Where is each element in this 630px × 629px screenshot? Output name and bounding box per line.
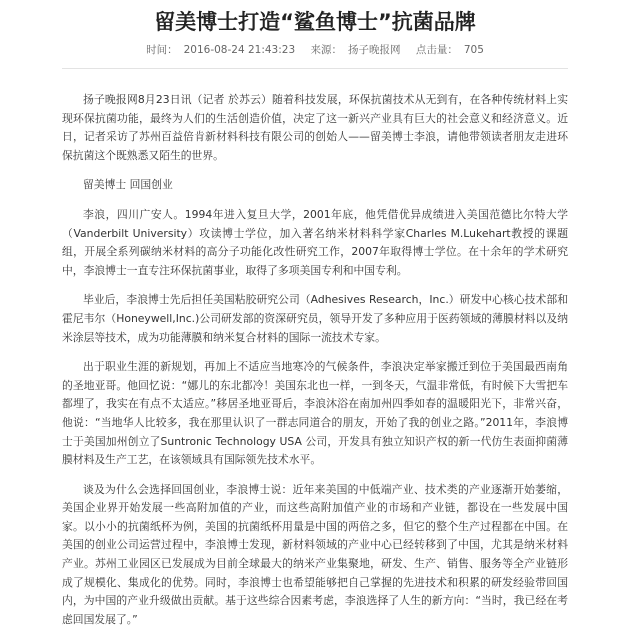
article-title: 留美博士打造“鲨鱼博士”抗菌品牌	[154, 10, 476, 34]
source-label: 来源：	[310, 44, 342, 56]
article-paragraph: 出于职业生涯的新规划，再加上不适应当地寒冷的气候条件，李浪决定举家搬迁到位于美国最西南角的圣地亚哥。他回忆说：“娜儿的东北都冷！美国东北也一样，一到冬天，气温非常低，有时候下大雪把车都埋了，我实在有点不太适应。”移居圣地亚哥后，李浪沐浴在南加州四季如春的温暖阳光下，非常兴奋，他说：“当地华人比较多，我在那里认识了一群志同道合的朋友，开始了我的创业之路。”2011年，李浪博士于美国加州创立了Suntronic Technology USA 公司，开发具有独立知识产权的新一代仿生表面抑菌薄膜材料及生产工艺，在该领域具有国际领先技术水平。	[62, 360, 568, 467]
article-page	[0, 8, 630, 626]
time-meta	[143, 44, 298, 56]
article-paragraph: 扬子晚报网8月23日讯（记者 於苏云）随着科技发展，环保抗菌技术从无到有，在各种传统材料上实现环保抗菌功能，最终为人们的生活创造价值，决定了这一新兴产业具有巨大的社会意义和经济意义。近日，记者采访了苏州百益倍肯新材料科技有限公司的创始人——留美博士李浪，请他带领读者朋友走进环保抗菌这个既熟悉又陌生的世界。	[62, 93, 568, 162]
clicks-value: 705	[463, 44, 484, 56]
source-meta	[307, 44, 403, 56]
time-label: 时间：	[146, 44, 178, 56]
section-heading: 留美博士 回国创业	[83, 178, 173, 192]
clicks-label: 点击量：	[415, 44, 458, 56]
article-paragraph: 毕业后，李浪博士先后担任美国粘胶研究公司（Adhesives Research，Inc.）研发中心核心技术部和霍尼韦尔（Honeywell,Inc.)公司研发部的资深研究员，领导开发了多种应用于医药领域的薄膜材料以及纳米涂层等技术，成为功能薄膜和纳米复合材料的国际一流技术专家。	[62, 293, 568, 344]
article-meta	[62, 42, 568, 69]
article-body	[62, 91, 568, 629]
article-paragraph: 李浪，四川广安人。1994年进入复旦大学，2001年底，他凭借优异成绩进入美国范德比尔特大学（Vanderbilt University）攻读博士学位，加入著名纳米材料科学家Charles M.Lukehart教授的课题组，开展全系列碳纳米材料的高分子功能化改性研究工作，2007年取得博士学位。在十余年的学术研究中，李浪博士一直专注环保抗菌事业，取得了多项美国专利和中国专利。	[62, 207, 568, 277]
clicks-meta	[413, 44, 487, 56]
time-value: 2016-08-24 21:43:23	[183, 44, 296, 56]
source-value: 扬子晚报网	[347, 44, 401, 56]
article-paragraph: 谈及为什么会选择回国创业，李浪博士说：近年来美国的中低端产业、技术类的产业逐渐开始萎缩，美国企业界开始发展一些高附加值的产业，而这些高附加值产业的市场和产业链，都设在一些发展中国家。以小小的抗菌纸杯为例，美国的抗菌纸杯用量是中国的两倍之多，但它的整个生产过程都在中国。在美国的创业公司运营过程中，李浪博士发现，新材料领域的产业中心已经转移到了中国，尤其是纳米材料产业。苏州工业园区已发展成为目前全球最大的纳米产业集聚地，研发、生产、销售、服务等全产业链形成了规模化、集成化的优势。同时，李浪博士也希望能够把自己掌握的先进技术和积累的研发经验带回国内，为中国的产业升级做出贡献。基于这些综合因素考虑，李浪选择了人生的新方向：“当时，我已经在考虑回国发展了。”	[62, 482, 568, 626]
